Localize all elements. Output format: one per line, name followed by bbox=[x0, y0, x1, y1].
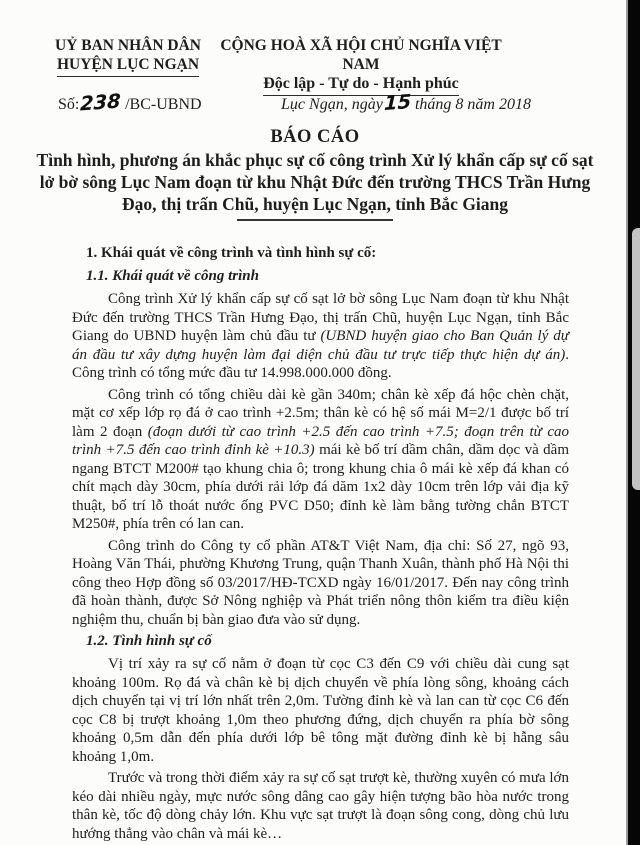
paragraph-technical-specs bbox=[72, 386, 569, 534]
document-number bbox=[58, 89, 202, 116]
paragraph-run: . Công trình có tổng mức đầu tư 14.998.000.000 đồng. bbox=[72, 346, 569, 381]
place-date-line bbox=[268, 89, 544, 116]
dateline-suffix: tháng 8 năm 2018 bbox=[414, 96, 531, 113]
national-motto: Độc lập - Tự do - Hạnh phúc bbox=[263, 74, 459, 96]
paragraph-contractor-info: Công trình do Công ty cổ phần AT&T Việt Nam, địa chỉ: Số 27, ngõ 93, Hoàng Văn Thái, phường Khương Trung, quận Thanh Xuân, thành phố Hà Nội thi công theo Hợp đồng số 03/2017/HĐ-TCXD ngày 16/01/2017. Đến nay công trình đã hoàn thành, được Sở Nông nghiệp và Phát triển nông thôn kiểm tra điều kiện nghiệm thu, chuẩn bị bàn giao đưa vào sử dụng. bbox=[72, 537, 569, 628]
paragraph-run-italic: (UBND huyện giao cho Ban Quản lý dự án đầu tư xây dựng huyện làm đại diện chủ đầu tư trực tiếp thực hiện dự án) bbox=[72, 328, 569, 363]
paragraph-project-overview bbox=[72, 290, 569, 383]
handwritten-doc-number: 238 bbox=[79, 89, 122, 116]
issuer-name-line2: HUYỆN LỤC NGẠN bbox=[57, 55, 199, 77]
document-number-suffix: /BC-UBND bbox=[125, 96, 202, 113]
paragraph-run-italic: (đoạn dưới từ cao trình +2.5 đến cao trình +7.5; đoạn trên từ cao trình +7.5 đến cao trình đỉnh kè +10.3) bbox=[72, 423, 569, 458]
paragraph-run: Công trình Xử lý khẩn cấp sự cố sạt lở bờ sông Lục Nam đoạn từ khu Nhật Đức đến trường THCS Trần Hưng Đạo, thị trấn Chũ, huyện Lục Ngạn, tỉnh Bắc Giang do UBND huyện làm chủ đầu tư bbox=[72, 291, 569, 344]
paragraph-incident-causes: Trước và trong thời điểm xảy ra sự cố sạt trượt kè, thường xuyên có mưa lớn kéo dài nhiều ngày, mực nước sông dâng cao gây hiện tượng bão hòa nước trong thân kè, tốc độ dòng chảy lớn. Khu vực sạt trượt là đoạn sông cong, dòng chủ lưu hướng thẳng vào chân và mái kè… bbox=[72, 770, 569, 842]
paragraph-run: mái kè bố trí dầm chân, dầm dọc và dầm ngang BTCT M200# tạo khung chia ô; trong khung chia ô mái kè xếp đá khan có chít mạch dày 30cm, phía dưới rải lớp đá dăm 1x2 dày 10cm trên lớp vải địa kỹ thuật, bố trí lỗ thoát nước ống PVC D50; đỉnh kè làm bằng tường chắn BTCT M250#, phía trên có lan can. bbox=[72, 442, 569, 532]
paragraph-run: Công trình có tổng chiều dài kè gần 340m; chân kè xếp đá hộc chèn chặt, mặt cơ xếp lớp rọ đá ở cao trình +2.5m; thân kè có hệ số mái M=2/1 được bố trí làm 2 đoạn bbox=[72, 386, 569, 440]
title-underline-rule bbox=[237, 219, 393, 221]
scan-edge-gray-strip bbox=[632, 228, 640, 490]
section-heading-1-2: 1.2. Tình hình sự cố bbox=[86, 633, 212, 649]
paragraph-incident-location: Vị trí xảy ra sự cố nằm ở đoạn từ cọc C3 đến C9 với chiều dài cung sạt khoảng 100m. Rọ đá và chân kè bị dịch chuyển về phía lòng sông, khoảng cách dịch chuyển tại vị trí lớn nhất trên 2,0m. Tường đỉnh kè và lan can từ cọc C6 đến cọc C8 bị trượt khoảng 1,0m theo phương đứng, dịch chuyển ra phía bờ sông khoảng 0,5m dẫn đến phía dưới lớp bê tông mặt đường đỉnh kè bị hẫng sâu khoảng 1,0m. bbox=[72, 656, 569, 765]
national-title: CỘNG HOÀ XÃ HỘI CHỦ NGHĨA VIỆT NAM bbox=[220, 37, 502, 73]
document-body bbox=[72, 244, 569, 845]
handwritten-day: 15 bbox=[383, 89, 412, 116]
dateline-prefix: Lục Ngạn, ngày bbox=[281, 96, 383, 113]
section-heading-1-1: 1.1. Khái quát về công trình bbox=[86, 268, 259, 284]
report-subtitle: Tình hình, phương án khắc phục sự cố công trình Xử lý khẩn cấp sự cố sạt lở bờ sông Lục Nam đoạn từ khu Nhật Đức đến trường THCS Trần Hưng Đạo, thị trấn Chũ, huyện Lục Ngạn, tỉnh Bắc Giang bbox=[36, 150, 594, 214]
section-heading-1: 1. Khái quát về công trình và tình hình sự cố: bbox=[86, 245, 377, 261]
issuer-name-line1: UỶ BAN NHÂN DÂN bbox=[55, 37, 201, 54]
national-header-block bbox=[218, 36, 504, 96]
document-number-label: Số: bbox=[58, 96, 80, 113]
report-title: BÁO CÁO bbox=[270, 127, 360, 147]
title-block bbox=[35, 126, 595, 221]
issuer-block bbox=[43, 36, 213, 77]
